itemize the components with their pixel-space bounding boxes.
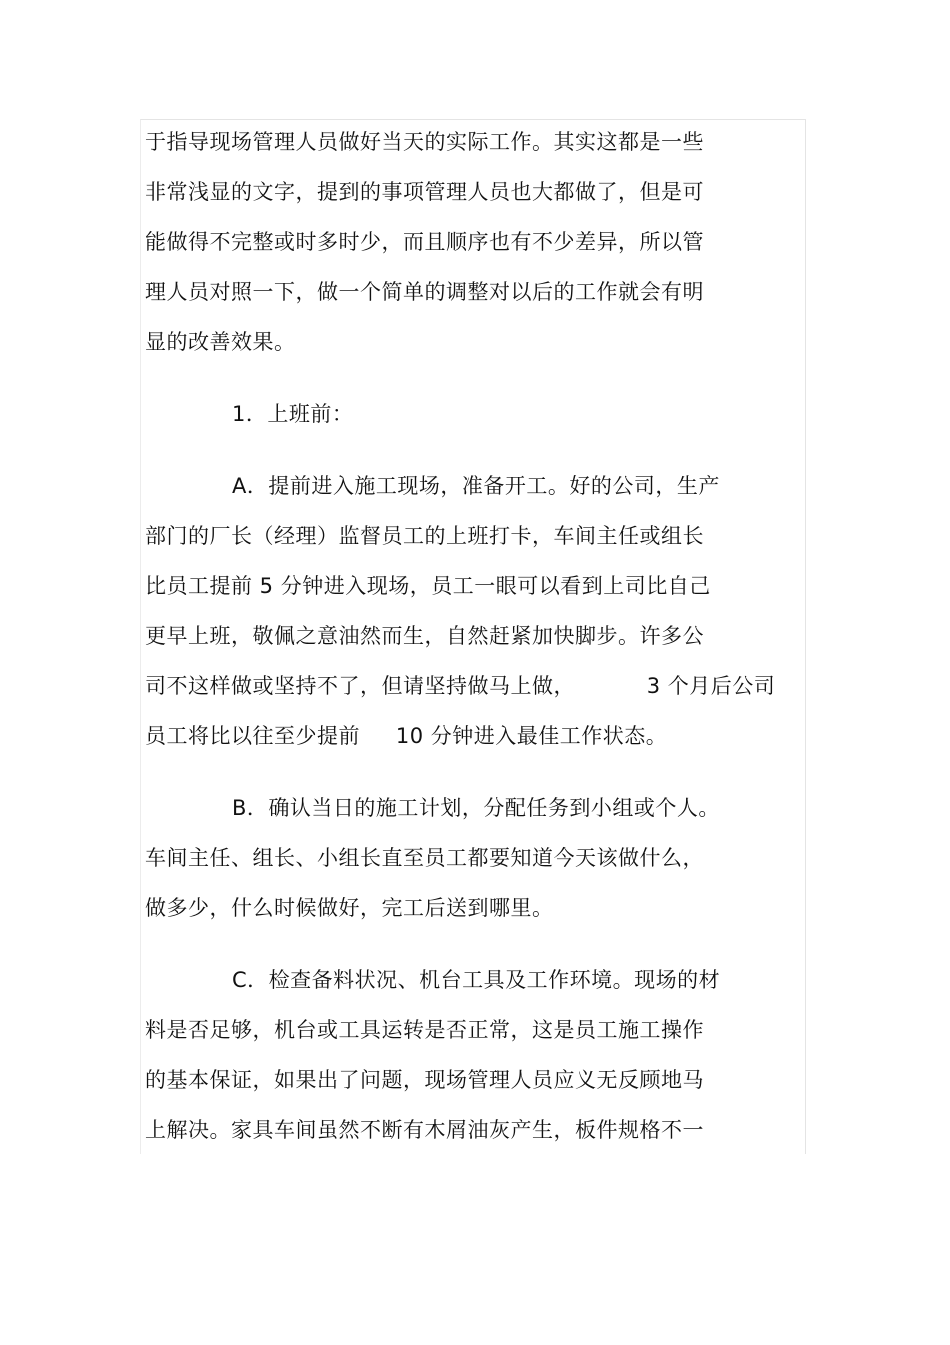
paragraph-a-line-4: 更早上班，敬佩之意油然而生，自然赶紧加快脚步。许多公	[145, 624, 704, 648]
paragraph-a-line-1: A．提前进入施工现场，准备开工。好的公司，生产	[232, 474, 720, 498]
intro-line-5: 显的改善效果。	[145, 330, 296, 354]
intro-line-4: 理人员对照一下，做一个简单的调整对以后的工作就会有明	[145, 280, 704, 304]
paragraph-b-line-1: B．确认当日的施工计划，分配任务到小组或个人。	[232, 796, 720, 820]
paragraph-c-line-1: C．检查备料状况、机台工具及工作环境。现场的材	[232, 968, 721, 992]
paragraph-c-line-4: 上解决。家具车间虽然不断有木屑油灰产生，板件规格不一	[145, 1118, 704, 1142]
section-heading: 1．上班前：	[232, 402, 354, 426]
paragraph-c-line-3: 的基本保证，如果出了问题，现场管理人员应义无反顾地马	[145, 1068, 704, 1092]
intro-line-1: 于指导现场管理人员做好当天的实际工作。其实这都是一些	[145, 130, 704, 154]
paragraph-a-line-3: 比员工提前 5 分钟进入现场，员工一眼可以看到上司比自己	[145, 574, 711, 598]
intro-line-2: 非常浅显的文字，提到的事项管理人员也大都做了，但是可	[145, 180, 704, 204]
paragraph-a-line-5: 司不这样做或坚持不了，但请坚持做马上做， 3 个月后公司	[145, 674, 776, 698]
paragraph-b-line-3: 做多少，什么时候做好，完工后送到哪里。	[145, 896, 554, 920]
paragraph-c-line-2: 料是否足够，机台或工具运转是否正常，这是员工施工操作	[145, 1018, 704, 1042]
paragraph-a-line-2: 部门的厂长（经理）监督员工的上班打卡，车间主任或组长	[145, 524, 704, 548]
paragraph-a-line-6: 员工将比以往至少提前 10 分钟进入最佳工作状态。	[145, 724, 668, 748]
paragraph-b-line-2: 车间主任、组长、小组长直至员工都要知道今天该做什么，	[145, 846, 704, 870]
intro-line-3: 能做得不完整或时多时少，而且顺序也有不少差异，所以管	[145, 230, 704, 254]
